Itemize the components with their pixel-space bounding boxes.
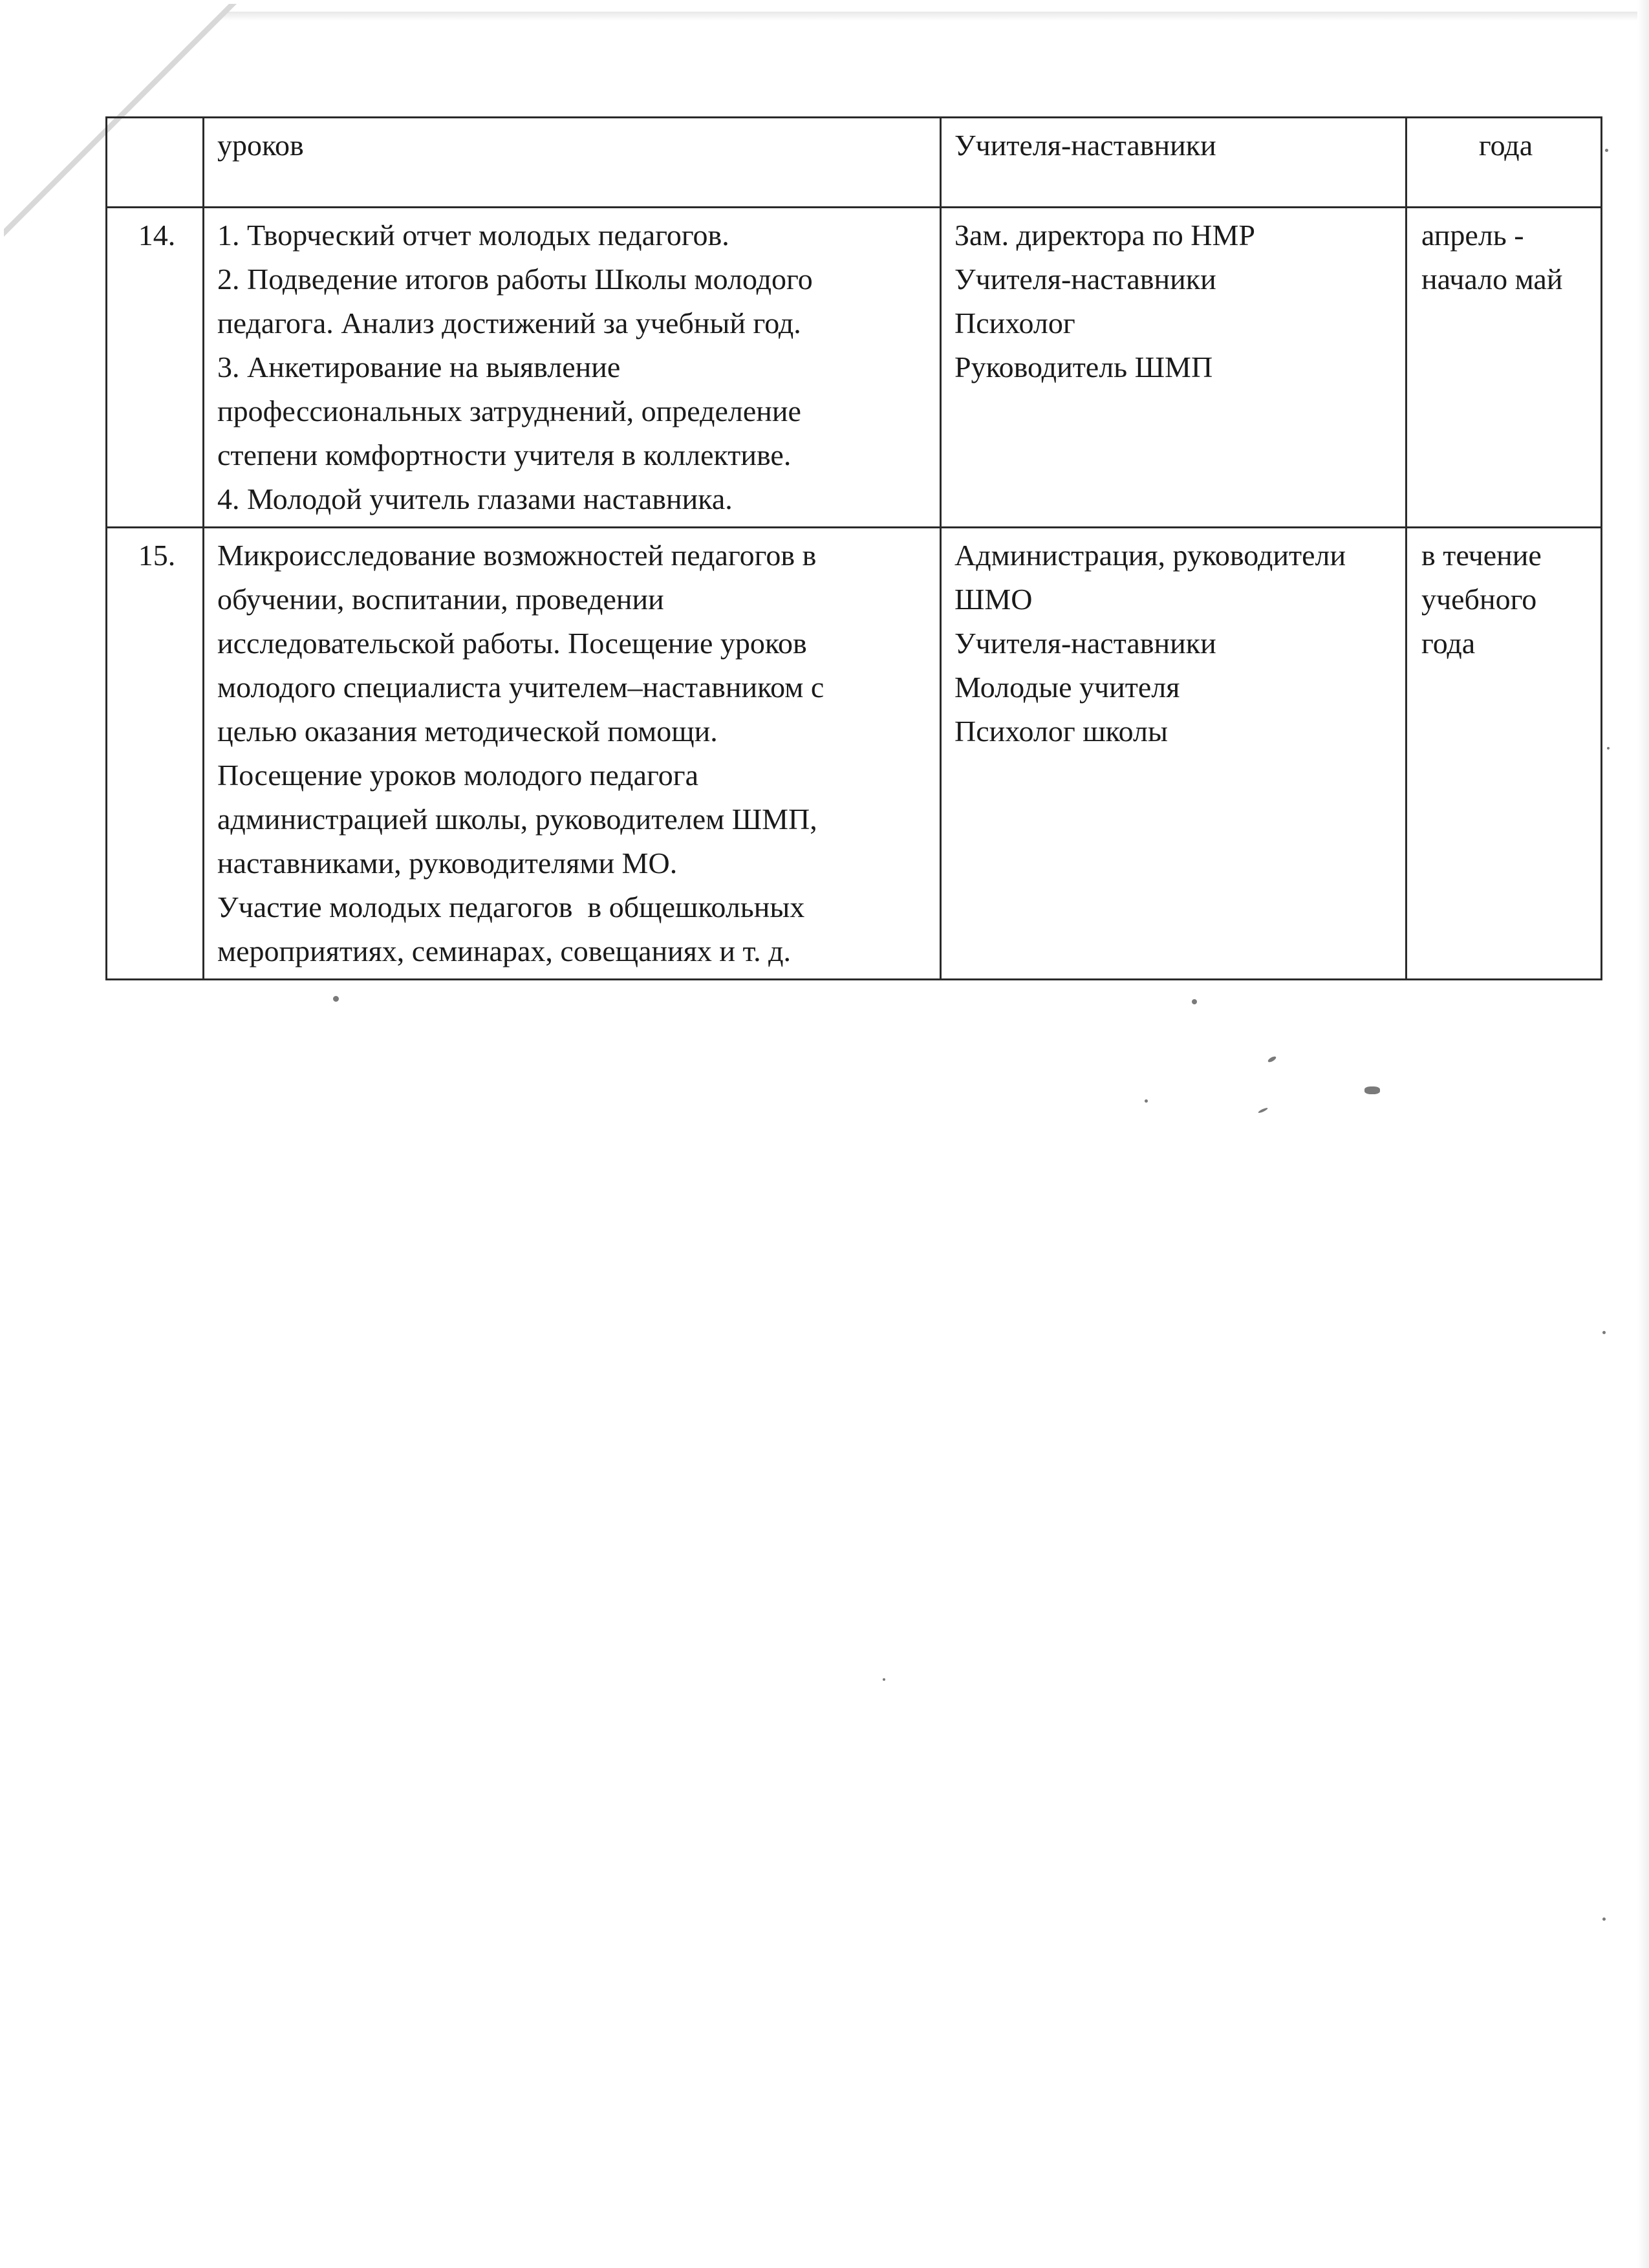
activity-cell-line: администрацией школы, руководителем ШМП,	[217, 803, 817, 836]
activity-cell-line: Участие молодых педагогов в общешкольных	[217, 891, 805, 923]
activity-cell-line: исследовательской работы. Посещение уроков	[217, 627, 807, 660]
date-cell	[1406, 208, 1602, 528]
responsible-cell-line: ШМО	[954, 583, 1033, 616]
date-cell	[1406, 528, 1602, 980]
scan-speck	[1267, 1055, 1277, 1063]
date-cell-line: года	[1421, 627, 1476, 660]
responsible-cell-line: Учителя-наставники	[954, 263, 1216, 296]
responsible-cell-line: Учителя-наставники	[954, 129, 1216, 162]
scan-speck	[1192, 999, 1197, 1004]
activity-cell-line: Микроисследование возможностей педагогов в	[217, 539, 817, 572]
table-row	[107, 208, 1602, 528]
date-cell-line: начало май	[1421, 263, 1563, 296]
responsible-cell-line: Психолог школы	[954, 715, 1168, 748]
date-cell-line: в течение	[1421, 539, 1542, 572]
scan-speck	[1258, 1107, 1268, 1114]
activity-cell-line: 3. Анкетирование на выявление	[217, 351, 621, 383]
responsible-cell-line: Администрация, руководители	[954, 539, 1346, 572]
responsible-cell	[941, 118, 1406, 208]
work-plan-table	[105, 116, 1602, 980]
activity-cell-line: степени комфортности учителя в коллективе.	[217, 438, 792, 471]
date-cell-line: года	[1478, 129, 1533, 162]
responsible-cell	[941, 208, 1406, 528]
scan-edge-right	[1637, 0, 1649, 2268]
activity-cell-line: 4. Молодой учитель глазами наставника.	[217, 482, 733, 515]
work-plan-table-body	[107, 118, 1602, 980]
table-row	[107, 528, 1602, 980]
activity-cell	[204, 118, 941, 208]
scan-speck	[1602, 1917, 1606, 1921]
responsible-cell-line: Зам. директора по НМР	[954, 219, 1255, 252]
activity-cell-line: обучении, воспитании, проведении	[217, 583, 664, 616]
activity-cell-line: уроков	[217, 129, 304, 162]
date-cell-line: учебного	[1421, 583, 1537, 616]
row-number-cell	[107, 118, 204, 208]
scan-speck	[1605, 149, 1608, 152]
activity-cell-line: 1. Творческий отчет молодых педагогов.	[217, 219, 729, 252]
activity-cell-line: Посещение уроков молодого педагога	[217, 759, 698, 792]
row-number-cell: 14.	[107, 208, 204, 528]
scan-speck	[1364, 1086, 1380, 1094]
date-cell	[1406, 118, 1602, 208]
responsible-cell-line: Учителя-наставники	[954, 627, 1216, 660]
scan-speck	[1145, 1099, 1148, 1103]
scan-speck	[883, 1678, 885, 1681]
responsible-cell	[941, 528, 1406, 980]
responsible-cell-line: Молодые учителя	[954, 671, 1180, 704]
activity-cell-line: наставниками, руководителями МО.	[217, 847, 678, 880]
activity-cell-line: 2. Подведение итогов работы Школы молодого	[217, 263, 813, 296]
scan-edge-top	[220, 12, 1649, 21]
scan-speck	[333, 996, 339, 1002]
activity-cell-line: молодого специалиста учителем–наставником с	[217, 671, 824, 704]
date-cell-line: апрель -	[1421, 219, 1524, 252]
activity-cell-line: целью оказания методической помощи.	[217, 715, 718, 748]
activity-cell	[204, 528, 941, 980]
activity-cell-line: педагога. Анализ достижений за учебный год.	[217, 307, 801, 340]
scan-speck	[1607, 747, 1610, 750]
responsible-cell-line: Психолог	[954, 307, 1075, 340]
scan-speck	[1602, 1331, 1606, 1334]
activity-cell-line: профессиональных затруднений, определение	[217, 394, 801, 427]
activity-cell	[204, 208, 941, 528]
activity-cell-line: мероприятиях, семинарах, совещаниях и т. д.	[217, 934, 792, 967]
row-number-cell: 15.	[107, 528, 204, 980]
responsible-cell-line: Руководитель ШМП	[954, 351, 1213, 383]
table-row	[107, 118, 1602, 208]
